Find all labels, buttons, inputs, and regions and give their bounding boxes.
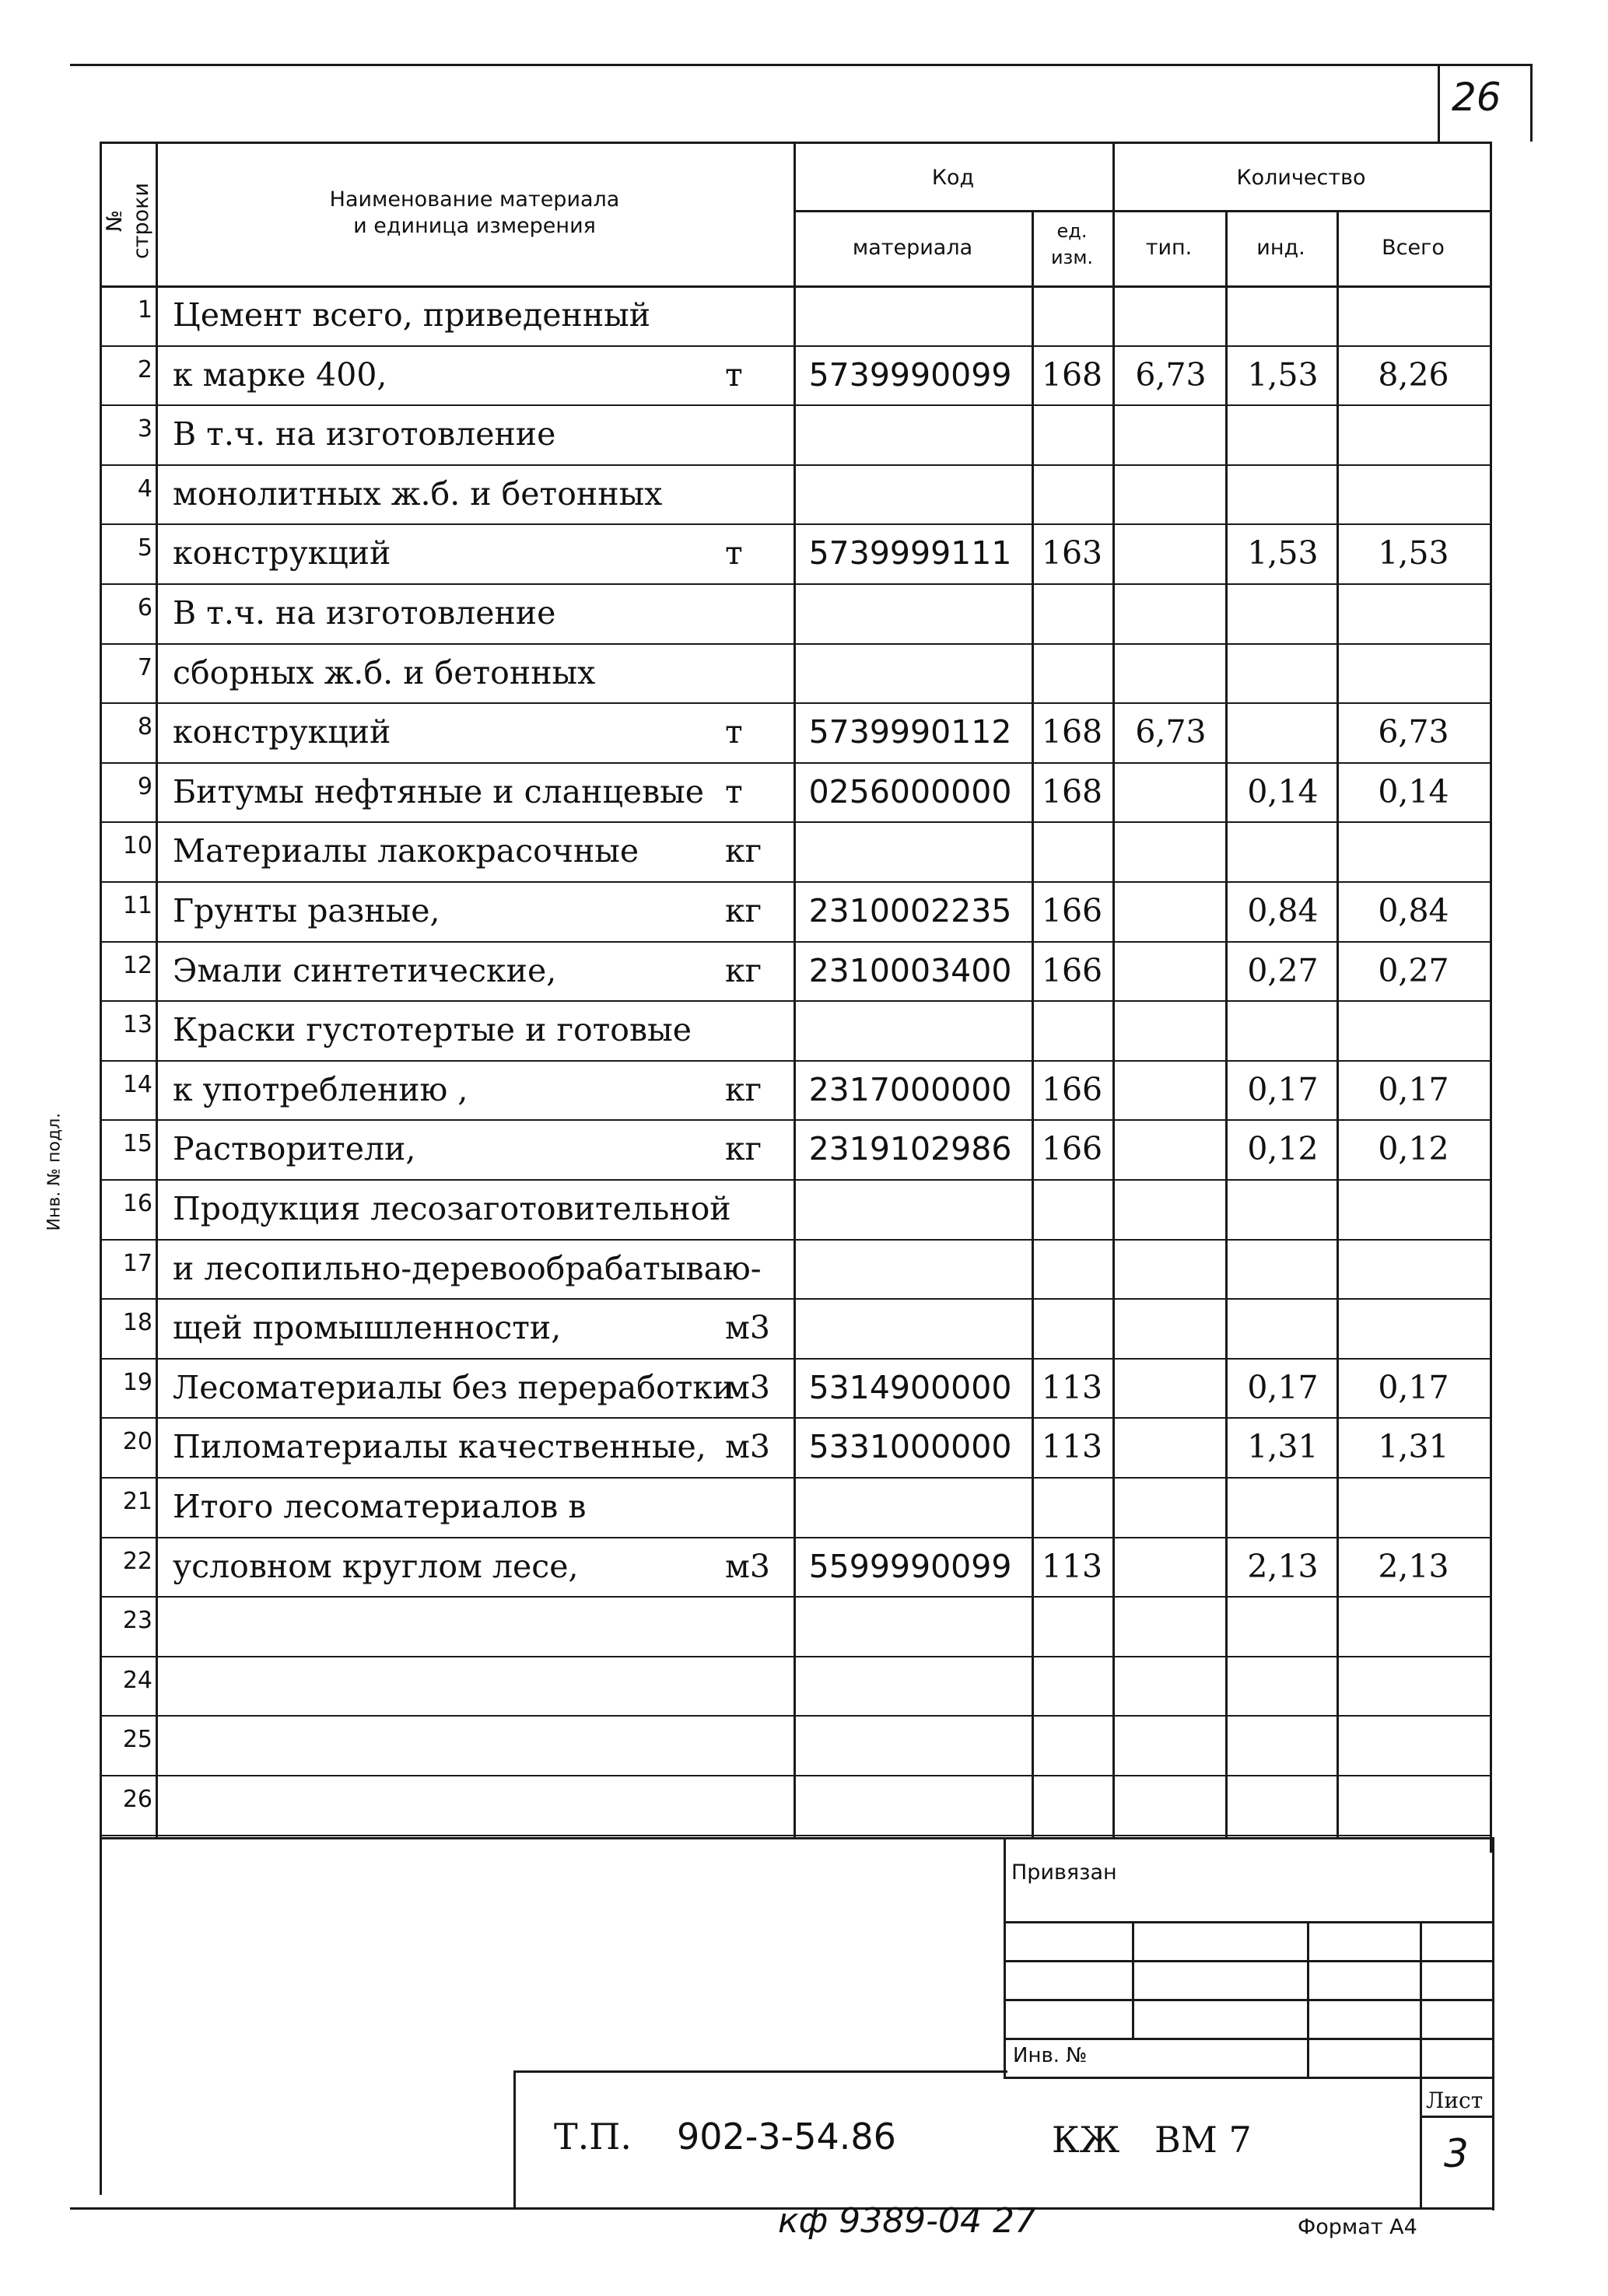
row-number: 3 — [137, 415, 152, 443]
row-ind: 0,12 — [1247, 1130, 1319, 1167]
stamp-line-1 — [1004, 1921, 1492, 1923]
row-number: 10 — [122, 832, 152, 859]
row-ed-izm: 113 — [1041, 1428, 1103, 1465]
stamp-privyazan-left — [1004, 1837, 1006, 2078]
row-number: 17 — [122, 1250, 152, 1277]
doc-number: 902-3-54.86 — [677, 2116, 896, 2158]
row-total: 6,73 — [1378, 713, 1449, 751]
row-code: 2317000000 — [808, 1071, 1012, 1108]
row-name: Грунты разные, — [173, 892, 440, 929]
row-divider — [100, 1656, 1492, 1657]
row-number: 6 — [137, 594, 152, 621]
row-name: условном круглом лесе, — [173, 1548, 579, 1585]
row-divider — [100, 404, 1492, 406]
header-ed-izm: ед. изм. — [1050, 220, 1094, 268]
row-total: 0,84 — [1378, 892, 1449, 929]
row-divider — [100, 941, 1492, 943]
row-unit: кг — [725, 892, 762, 929]
row-name: Краски густотертые и готовые — [173, 1011, 692, 1048]
header-kod: Код — [931, 166, 975, 190]
row-ind: 0,27 — [1247, 952, 1319, 989]
list-label: Лист — [1426, 2088, 1484, 2113]
row-divider — [100, 821, 1492, 823]
row-name: В т.ч. на изготовление — [173, 594, 556, 632]
row-name: монолитных ж.б. и бетонных — [173, 475, 663, 513]
row-divider — [100, 523, 1492, 525]
row-unit: т — [725, 773, 743, 810]
row-code: 5331000000 — [808, 1428, 1012, 1465]
row-ed-izm: 113 — [1041, 1369, 1103, 1406]
stamp-line-4 — [1004, 2038, 1492, 2040]
row-number: 23 — [122, 1607, 152, 1634]
row-divider — [100, 1179, 1492, 1181]
row-total: 2,13 — [1378, 1548, 1449, 1585]
row-ed-izm: 168 — [1041, 356, 1103, 394]
row-ind: 2,13 — [1247, 1548, 1319, 1585]
row-divider — [100, 1119, 1492, 1121]
row-tip: 6,73 — [1135, 356, 1207, 394]
row-divider — [100, 1417, 1492, 1419]
row-divider — [100, 464, 1492, 466]
row-unit: т — [725, 534, 743, 572]
row-name: к марке 400, — [173, 356, 387, 394]
list-box-line — [1420, 2116, 1492, 2118]
row-ind: 1,53 — [1247, 534, 1319, 572]
row-name: Цемент всего, приведенный — [173, 296, 651, 334]
row-ind: 0,14 — [1247, 773, 1319, 810]
row-ed-izm: 166 — [1041, 892, 1103, 929]
header-material: материала — [852, 236, 973, 260]
table-left-border — [100, 142, 102, 2195]
header-split-line — [793, 210, 1490, 212]
header-kolichestvo: Количество — [1236, 166, 1366, 190]
row-divider — [100, 1358, 1492, 1360]
row-name: Битумы нефтяные и сланцевые — [173, 773, 705, 810]
header-vsego: Всего — [1382, 236, 1445, 260]
row-divider — [100, 1000, 1492, 1002]
row-divider — [100, 345, 1492, 347]
row-ind: 0,17 — [1247, 1369, 1319, 1406]
row-divider — [100, 1060, 1492, 1062]
row-number: 25 — [122, 1726, 152, 1753]
row-name: Итого лесоматериалов в — [173, 1488, 587, 1525]
row-divider — [100, 1596, 1492, 1598]
row-number: 16 — [122, 1190, 152, 1217]
row-unit: м3 — [725, 1309, 770, 1346]
row-name: Лесоматериалы без переработки — [173, 1369, 734, 1406]
stamp-col-1 — [1132, 1921, 1134, 2038]
header-name: Наименование материала и единица измерения — [329, 187, 620, 238]
doc-vm: ВМ 7 — [1154, 2119, 1252, 2161]
row-ed-izm: 168 — [1041, 713, 1103, 751]
title-block-top — [513, 2070, 1007, 2073]
privyazan-label: Привязан — [1011, 1860, 1117, 1885]
row-ed-izm: 168 — [1041, 773, 1103, 810]
row-name: Продукция лесозаготовительной — [173, 1190, 731, 1227]
row-number: 7 — [137, 654, 152, 681]
stamp-right-border — [1492, 1837, 1494, 2210]
row-ed-izm: 166 — [1041, 1130, 1103, 1167]
row-total: 0,17 — [1378, 1071, 1449, 1108]
page-number-box-right — [1530, 64, 1533, 142]
row-ind: 0,17 — [1247, 1071, 1319, 1108]
stamp-line-5 — [1004, 2077, 1492, 2079]
row-number: 8 — [137, 713, 152, 740]
col-rownum-border — [156, 142, 158, 1837]
row-number: 1 — [137, 296, 152, 324]
row-number: 20 — [122, 1428, 152, 1455]
row-ind: 1,31 — [1247, 1428, 1319, 1465]
row-code: 5739990112 — [808, 713, 1012, 751]
row-number: 18 — [122, 1309, 152, 1336]
row-number: 24 — [122, 1667, 152, 1694]
row-code: 5599990099 — [808, 1548, 1012, 1585]
row-divider — [100, 1239, 1492, 1241]
header-ind: инд. — [1256, 236, 1305, 260]
row-number: 22 — [122, 1548, 152, 1575]
row-ed-izm: 163 — [1041, 534, 1103, 572]
row-unit: м3 — [725, 1369, 770, 1406]
row-number: 13 — [122, 1011, 152, 1038]
header-bottom-line — [100, 285, 1492, 288]
row-code: 2310002235 — [808, 892, 1012, 929]
row-total: 0,12 — [1378, 1130, 1449, 1167]
row-ed-izm: 166 — [1041, 1071, 1103, 1108]
row-total: 0,27 — [1378, 952, 1449, 989]
handwritten-code: кф 9389-04 27 — [778, 2201, 1036, 2241]
header-row-no: № строки — [103, 182, 153, 260]
row-divider — [100, 881, 1492, 883]
row-ed-izm: 166 — [1041, 952, 1103, 989]
row-name: Материалы лакокрасочные — [173, 832, 639, 870]
row-unit: м3 — [725, 1428, 770, 1465]
row-number: 26 — [122, 1786, 152, 1813]
row-code: 2310003400 — [808, 952, 1012, 989]
row-divider — [100, 1477, 1492, 1479]
row-name: и лесопильно-деревообрабатываю- — [173, 1250, 762, 1287]
row-unit: м3 — [725, 1548, 770, 1585]
row-divider — [100, 1537, 1492, 1538]
title-block-left — [513, 2070, 516, 2209]
header-tip: тип. — [1145, 236, 1193, 260]
row-divider — [100, 702, 1492, 704]
row-code: 5314900000 — [808, 1369, 1012, 1406]
row-divider — [100, 1715, 1492, 1717]
row-number: 2 — [137, 356, 152, 383]
row-number: 19 — [122, 1369, 152, 1396]
row-name: Растворители, — [173, 1130, 416, 1167]
row-name: к употреблению , — [173, 1071, 468, 1108]
row-code: 5739990099 — [808, 356, 1012, 394]
row-code: 0256000000 — [808, 773, 1012, 810]
format-label: Формат А4 — [1298, 2215, 1417, 2239]
page-number: 26 — [1452, 75, 1501, 120]
side-note: Инв. № подл. — [44, 1112, 65, 1231]
row-ed-izm: 113 — [1041, 1548, 1103, 1585]
row-total: 0,17 — [1378, 1369, 1449, 1406]
row-number: 14 — [122, 1071, 152, 1098]
col-code-border — [1032, 210, 1034, 1837]
row-number: 9 — [137, 773, 152, 800]
row-code: 2319102986 — [808, 1130, 1012, 1167]
doc-kzh: КЖ — [1052, 2119, 1120, 2161]
stamp-col-3 — [1420, 1921, 1422, 2209]
row-name: конструкций — [173, 713, 391, 751]
row-divider — [100, 1298, 1492, 1300]
row-total: 1,31 — [1378, 1428, 1449, 1465]
col-ed-border — [1112, 142, 1115, 1837]
stamp-col-2 — [1307, 1921, 1309, 2077]
row-divider — [100, 583, 1492, 585]
row-code: 5739999111 — [808, 534, 1012, 572]
rows-bottom-line — [100, 1837, 1492, 1839]
row-divider — [100, 643, 1492, 645]
table-top-border — [100, 142, 1492, 144]
row-name: Пиломатериалы качественные, — [173, 1428, 706, 1465]
stamp-line-3 — [1004, 1999, 1492, 2001]
row-ind: 0,84 — [1247, 892, 1319, 929]
row-unit: т — [725, 713, 743, 751]
row-unit: кг — [725, 1130, 762, 1167]
doc-tp: Т.П. — [554, 2116, 632, 2158]
row-total: 1,53 — [1378, 534, 1449, 572]
row-unit: кг — [725, 1071, 762, 1108]
col-ind-border — [1336, 210, 1339, 1837]
row-tip: 6,73 — [1135, 713, 1207, 751]
row-divider — [100, 1775, 1492, 1776]
row-number: 12 — [122, 952, 152, 979]
top-rule — [70, 64, 1533, 66]
row-name: Эмали синтетические, — [173, 952, 557, 989]
inv-label: Инв. № — [1013, 2044, 1088, 2067]
row-total: 0,14 — [1378, 773, 1449, 810]
row-number: 21 — [122, 1488, 152, 1515]
row-unit: т — [725, 356, 743, 394]
row-name: конструкций — [173, 534, 391, 572]
page-number-box-left — [1438, 64, 1440, 142]
stamp-line-2 — [1004, 1960, 1492, 1962]
row-divider — [100, 1835, 1492, 1836]
row-divider — [100, 762, 1492, 764]
row-name: сборных ж.б. и бетонных — [173, 654, 596, 691]
row-number: 11 — [122, 892, 152, 919]
row-number: 5 — [137, 534, 152, 562]
row-unit: кг — [725, 832, 762, 870]
row-name: В т.ч. на изготовление — [173, 415, 556, 453]
col-tip-border — [1225, 210, 1228, 1837]
row-number: 4 — [137, 475, 152, 502]
row-total: 8,26 — [1378, 356, 1449, 394]
row-ind: 1,53 — [1247, 356, 1319, 394]
list-number: 3 — [1444, 2131, 1469, 2176]
row-number: 15 — [122, 1130, 152, 1157]
row-name: щей промышленности, — [173, 1309, 562, 1346]
row-unit: кг — [725, 952, 762, 989]
